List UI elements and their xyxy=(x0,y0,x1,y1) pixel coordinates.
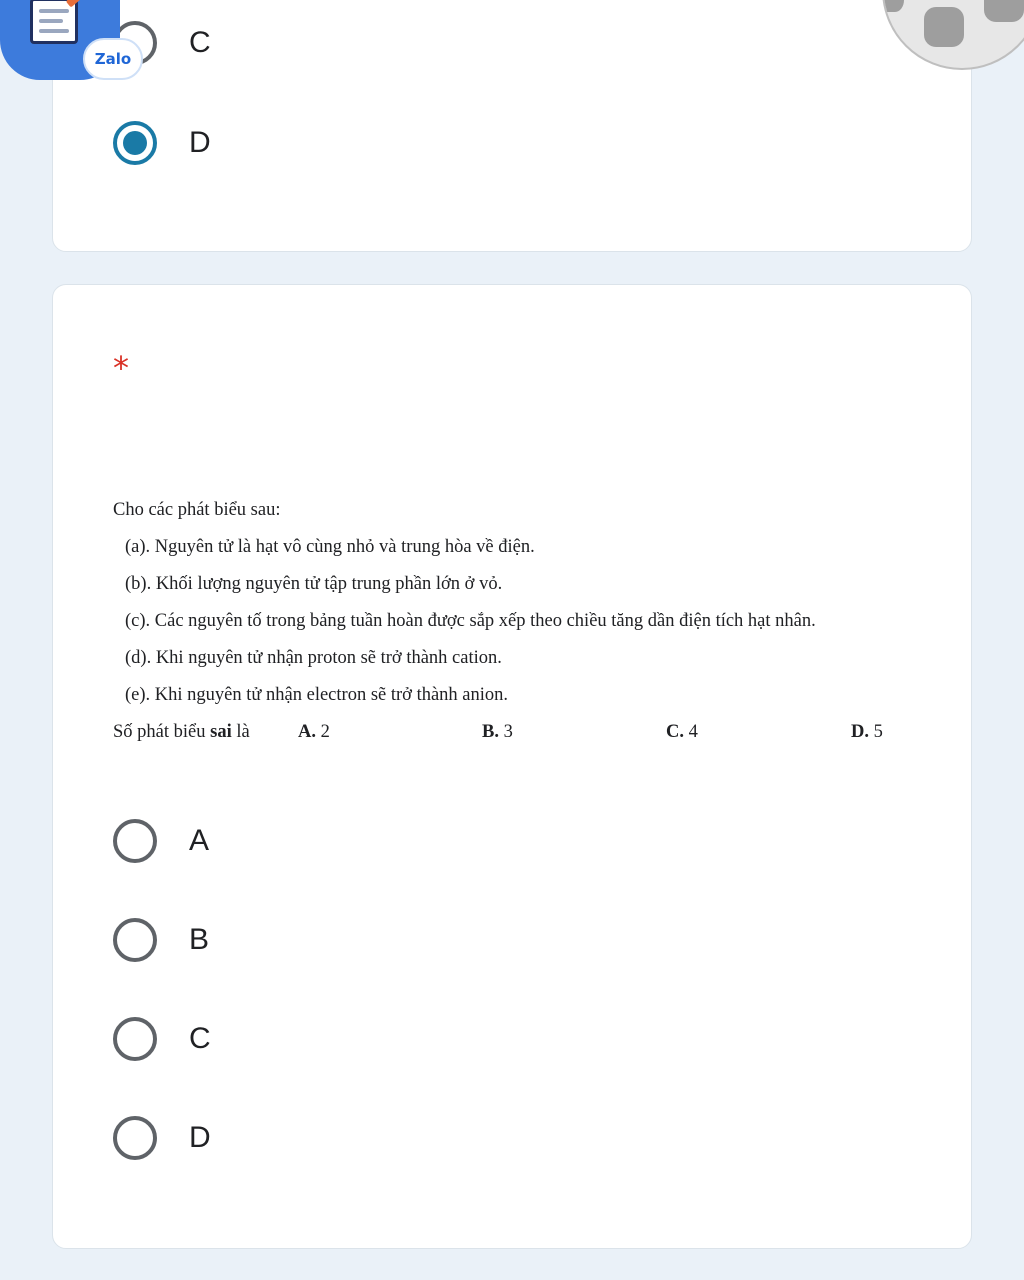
option-d[interactable] xyxy=(113,118,211,168)
zalo-badge[interactable]: Zalo xyxy=(83,38,143,80)
choice-d: D. 5 xyxy=(851,722,883,742)
option-label: C xyxy=(189,26,211,59)
option-label: A xyxy=(189,824,210,857)
statement-c: (c). Các nguyên tố trong bảng tuần hoàn được sắp xếp theo chiều tăng dần điện tích hạt nhân. xyxy=(125,611,816,631)
choice-a: A. 2 xyxy=(298,722,330,742)
radio-button[interactable] xyxy=(113,819,157,863)
statement-d: (d). Khi nguyên tử nhận proton sẽ trở thành cation. xyxy=(125,648,502,668)
option-c[interactable] xyxy=(113,1014,211,1064)
question-text xyxy=(113,497,913,749)
answer-line xyxy=(113,719,913,749)
statement-e: (e). Khi nguyên tử nhận electron sẽ trở thành anion. xyxy=(125,685,509,705)
question-card-previous xyxy=(52,0,972,252)
radio-button[interactable] xyxy=(113,918,157,962)
question-card xyxy=(52,284,972,1249)
radio-button-selected[interactable] xyxy=(113,121,157,165)
option-label: D xyxy=(189,126,211,159)
option-label: B xyxy=(189,923,210,956)
option-a[interactable] xyxy=(113,816,209,866)
option-label: D xyxy=(189,1121,211,1154)
statement-a: (a). Nguyên tử là hạt vô cùng nhỏ và trung hòa về điện. xyxy=(125,537,535,557)
required-asterisk: * xyxy=(113,349,129,387)
zalo-floating-widget[interactable] xyxy=(0,0,140,90)
radio-button[interactable] xyxy=(113,1017,157,1061)
question-prompt: Số phát biểu sai là xyxy=(113,722,250,742)
choice-c: C. 4 xyxy=(666,722,698,742)
option-d[interactable] xyxy=(113,1113,211,1163)
radio-button[interactable] xyxy=(113,1116,157,1160)
option-b[interactable] xyxy=(113,915,209,965)
choice-b: B. 3 xyxy=(482,722,513,742)
statement-b: (b). Khối lượng nguyên tử tập trung phần lớn ở vỏ. xyxy=(125,574,503,594)
radio-dot xyxy=(123,131,147,155)
question-intro: Cho các phát biểu sau: xyxy=(113,500,281,520)
option-label: C xyxy=(189,1022,211,1055)
